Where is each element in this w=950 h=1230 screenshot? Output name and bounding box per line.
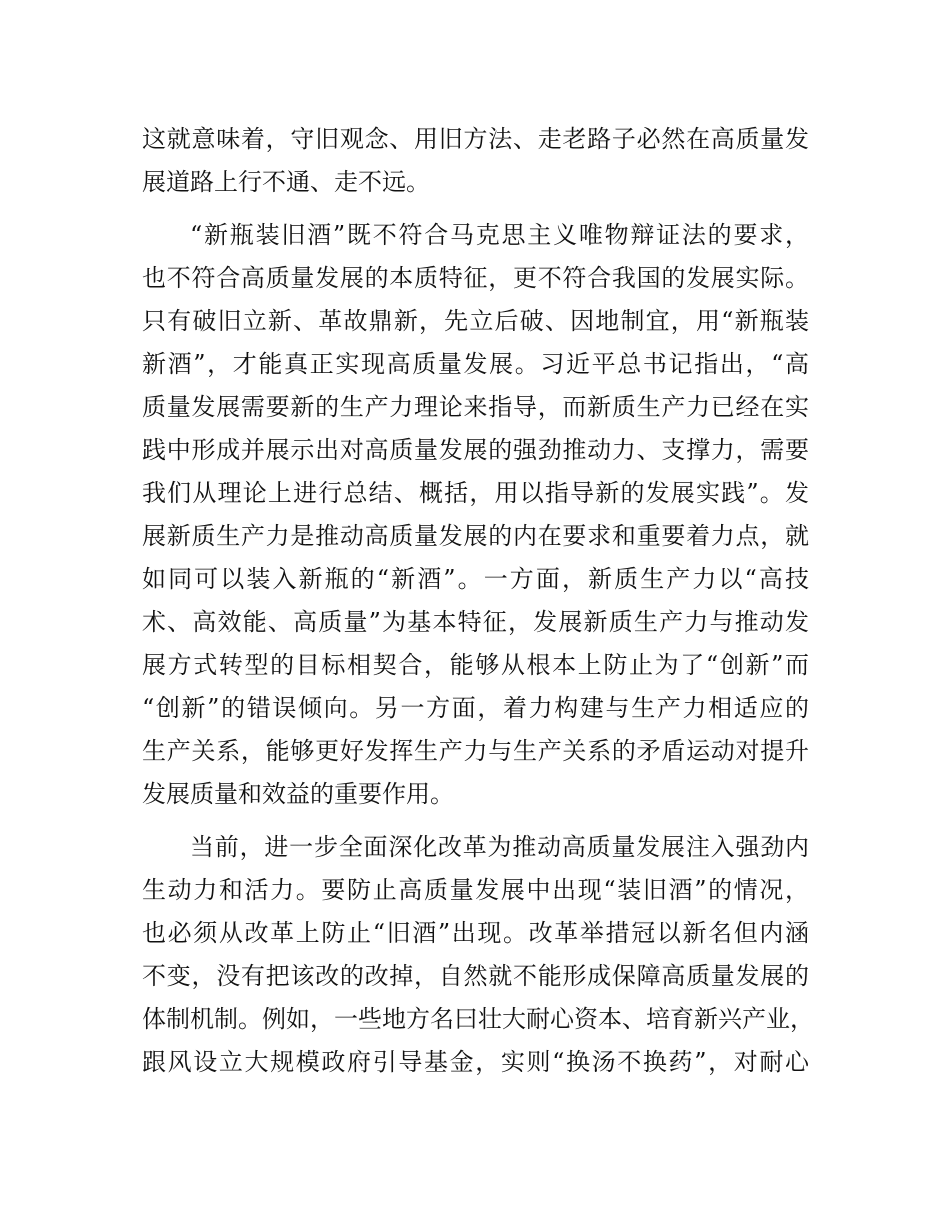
text-line: 生产关系，能够更好发挥生产力与生产关系的矛盾运动对提升 (142, 737, 809, 765)
text-line: “新瓶装旧酒”既不符合马克思主义唯物辩证法的要求， (190, 221, 809, 249)
text-line: 展道路上行不通、走不远。 (142, 168, 430, 196)
text-line: “创新”的错误倾向。另一方面，着力构建与生产力相适应的 (142, 694, 809, 722)
text-line: 跟风设立大规模政府引导基金，实则“换汤不换药”，对耐心 (142, 1048, 809, 1076)
paragraph (142, 826, 814, 1084)
document-page (142, 118, 814, 1094)
text-line: 体制机制。例如，一些地方名曰壮大耐心资本、培育新兴产业， (142, 1005, 814, 1033)
text-line: 质量发展需要新的生产力理论来指导，而新质生产力已经在实 (142, 393, 809, 421)
text-line: 生动力和活力。要防止高质量发展中出现“装旧酒”的情况， (142, 876, 809, 904)
text-line: 也不符合高质量发展的本质特征，更不符合我国的发展实际。 (142, 264, 809, 292)
text-line: 也必须从改革上防止“旧酒”出现。改革举措冠以新名但内涵 (142, 919, 809, 947)
text-line: 展方式转型的目标相契合，能够从根本上防止为了“创新”而 (142, 651, 809, 679)
text-line: 我们从理论上进行总结、概括，用以指导新的发展实践”。发 (142, 479, 809, 507)
text-line: 只有破旧立新、革故鼎新，先立后破、因地制宜，用“新瓶装 (142, 307, 809, 335)
text-line: 这就意味着，守旧观念、用旧方法、走老路子必然在高质量发 (142, 125, 809, 153)
paragraph (142, 118, 809, 204)
text-line: 践中形成并展示出对高质量发展的强劲推动力、支撑力，需要 (142, 436, 809, 464)
text-line: 如同可以装入新瓶的“新酒”。一方面，新质生产力以“高技 (142, 565, 809, 593)
paragraph (142, 214, 809, 816)
text-line: 不变，没有把该改的改掉，自然就不能形成保障高质量发展的 (142, 962, 809, 990)
text-line: 发展质量和效益的重要作用。 (142, 780, 454, 808)
text-line: 当前，进一步全面深化改革为推动高质量发展注入强劲内 (190, 833, 809, 861)
text-line: 展新质生产力是推动高质量发展的内在要求和重要着力点，就 (142, 522, 809, 550)
text-line: 术、高效能、高质量”为基本特征，发展新质生产力与推动发 (142, 608, 809, 636)
text-line: 新酒”，才能真正实现高质量发展。习近平总书记指出，“高 (142, 350, 809, 378)
